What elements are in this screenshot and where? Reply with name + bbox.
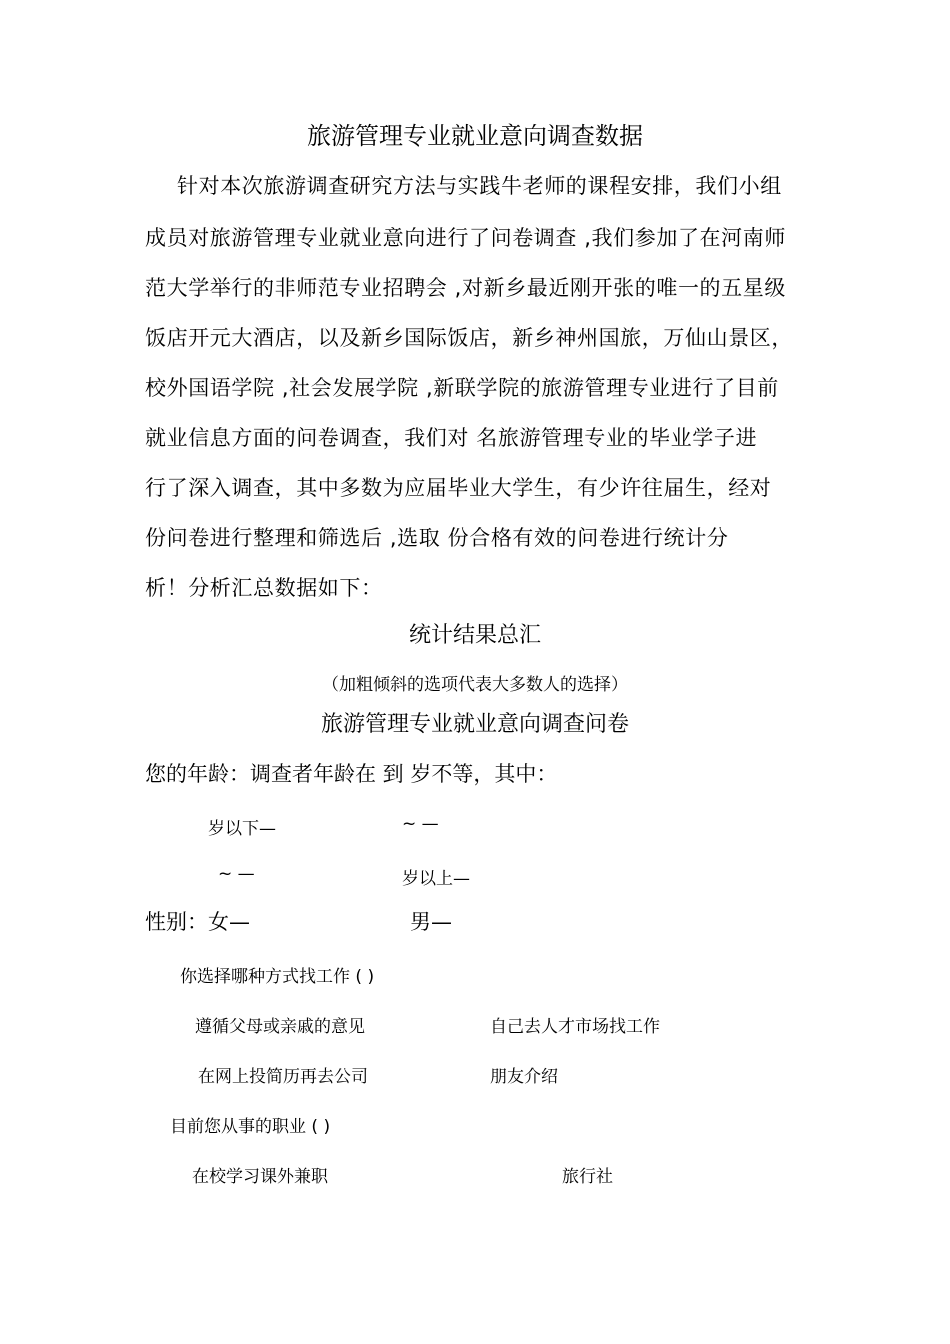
job-search-option: 自己去人才市场找工作 xyxy=(490,1017,660,1037)
age-option: ~ — xyxy=(402,814,439,834)
questionnaire-title: 旅游管理专业就业意向调查问卷 xyxy=(320,712,629,737)
age-option: 岁以下— xyxy=(208,819,276,839)
job-search-option: 在网上投简历再去公司 xyxy=(198,1067,368,1087)
intro-line: 针对本次旅游调查研究方法与实践牛老师的课程安排，我们小组 xyxy=(177,174,782,198)
age-option: 岁以上— xyxy=(402,869,470,889)
intro-line: 份问卷进行整理和筛选后 ,选取 份合格有效的问卷进行统计分 xyxy=(145,526,729,550)
intro-line: 就业信息方面的问卷调查，我们对 名旅游管理专业的毕业学子进 xyxy=(145,426,758,450)
occupation-option: 在校学习课外兼职 xyxy=(192,1167,328,1187)
intro-line: 析！分析汇总数据如下： xyxy=(145,576,383,600)
job-search-option: 朋友介绍 xyxy=(490,1067,558,1087)
job-search-option: 遵循父母或亲戚的意见 xyxy=(195,1017,365,1037)
intro-line: 饭店开元大酒店，以及新乡国际饭店，新乡神州国旅，万仙山景区， xyxy=(145,326,793,350)
intro-line: 校外国语学院 ,社会发展学院 ,新联学院的旅游管理专业进行了目前 xyxy=(145,376,779,400)
occupation-option: 旅行社 xyxy=(562,1167,613,1187)
summary-heading: 统计结果总汇 xyxy=(408,623,541,648)
question-occupation: 目前您从事的职业 ( ) xyxy=(170,1117,331,1137)
intro-line: 成员对旅游管理专业就业意向进行了问卷调查 ,我们参加了在河南师 xyxy=(145,226,786,250)
intro-line: 行了深入调查，其中多数为应届毕业大学生，有少许往届生，经对 xyxy=(145,476,772,500)
summary-note: （加粗倾斜的选项代表大多数人的选择） xyxy=(322,675,628,695)
age-option: ~ — xyxy=(218,864,255,884)
gender-label: 性别：女— xyxy=(145,910,250,934)
age-question: 您的年龄：调查者年龄在 到 岁不等，其中： xyxy=(145,762,558,786)
document-title: 旅游管理专业就业意向调查数据 xyxy=(307,122,643,150)
gender-male: 男— xyxy=(410,910,452,934)
intro-line: 范大学举行的非师范专业招聘会 ,对新乡最近刚开张的唯一的五星级 xyxy=(145,276,786,300)
question-job-search: 你选择哪种方式找工作 ( ) xyxy=(180,967,375,987)
